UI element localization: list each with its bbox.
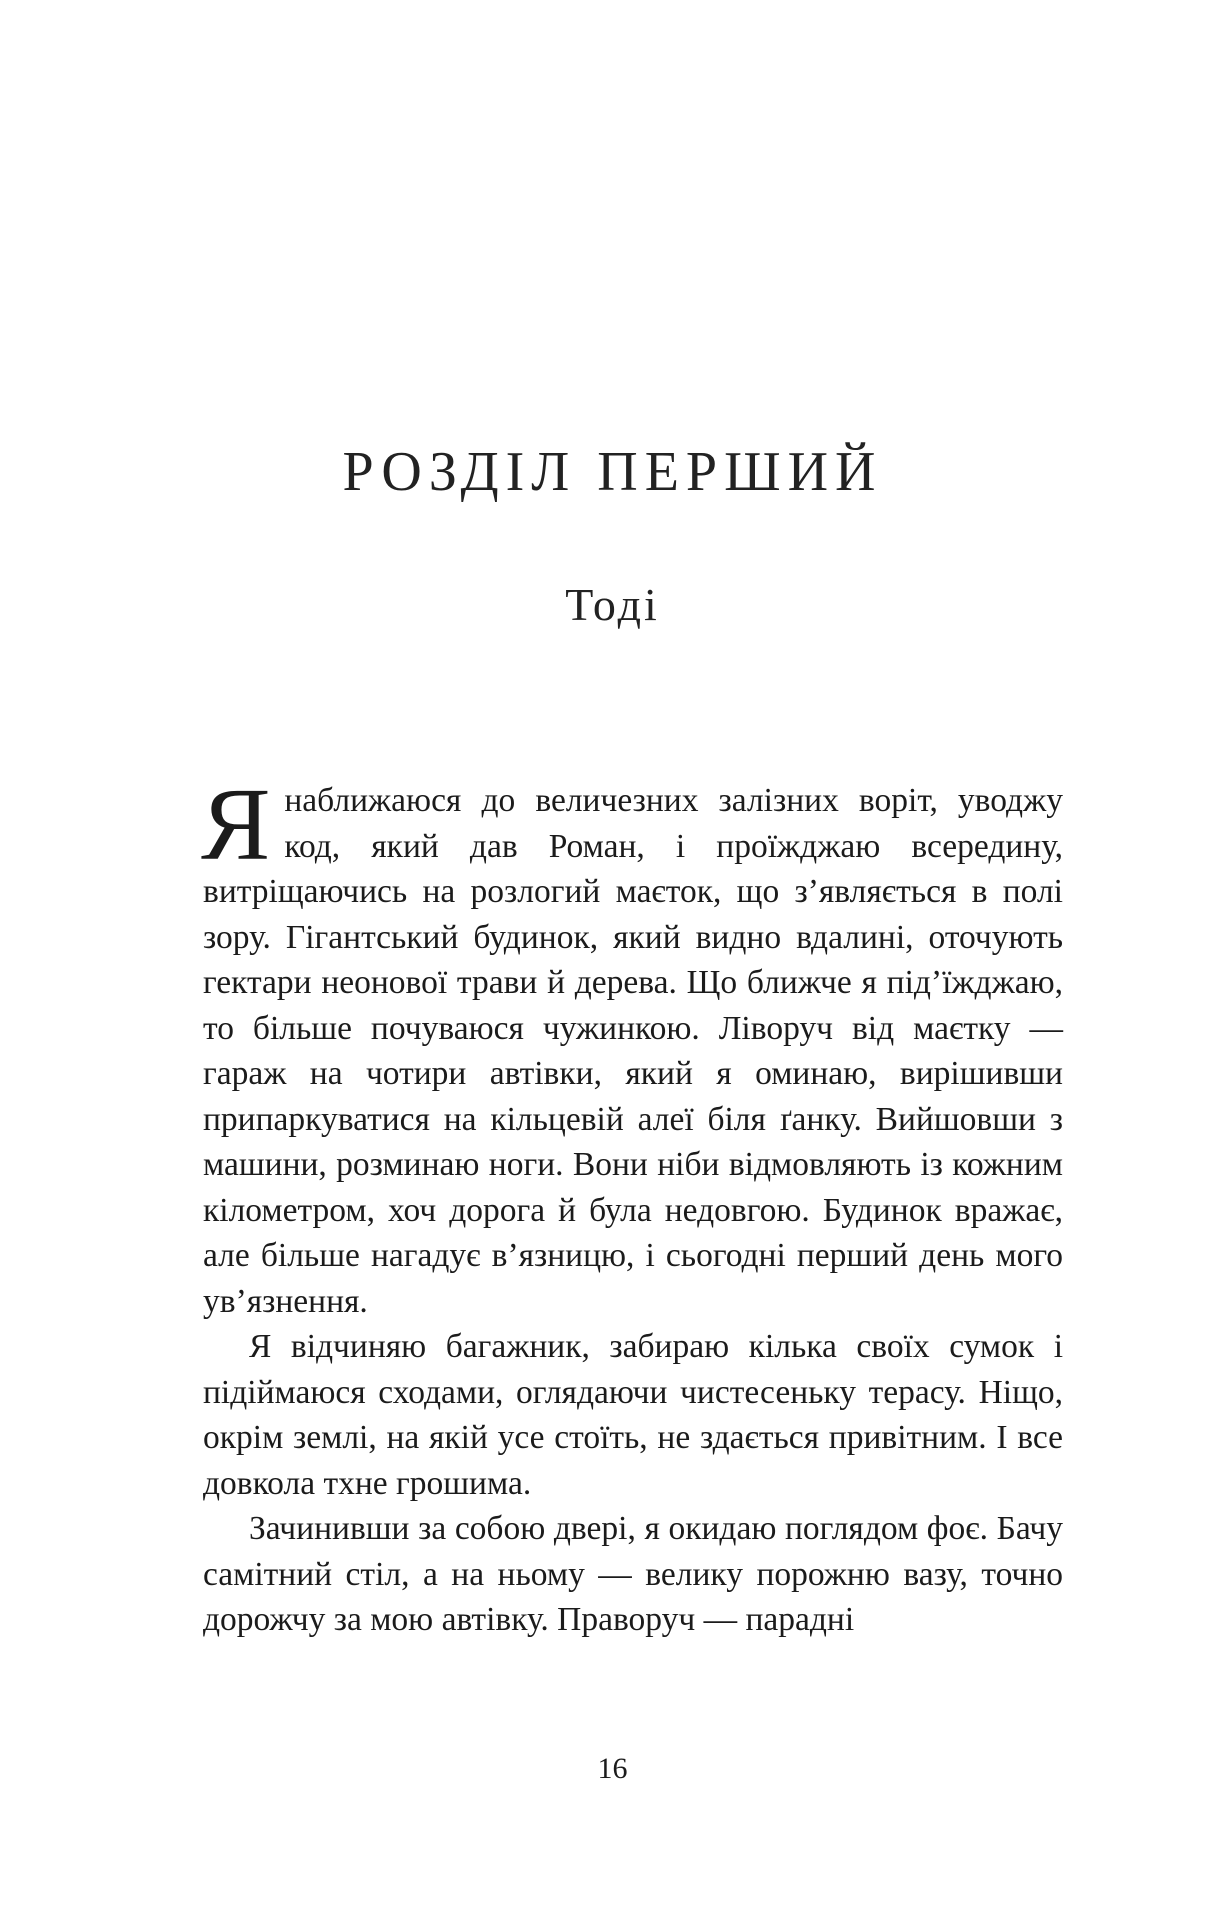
paragraph-1-text: наближаюся до величезних залізних воріт, уводжу код, який дав Роман, і проїжджаю всередину, витріщаючись на розлогий маєток, що з’являється в полі зору. Гігантський будинок, який видно вдалині, оточують гектари неонової трави й дерева. Що ближче я під’їжджаю, то більше почуваюся чужинкою. Ліворуч від маєтку — гараж на чотири автівки, який я оминаю, вирішивши припаркуватися на кільцевій алеї біля ґанку. Вийшовши з машини, розминаю ноги. Вони ніби відмовляють із кожним кілометром, хоч дорога й була недовгою. Будинок вражає, але більше нагадує в’язницю, і сьогодні перший день мого ув’язнення. [203,782,1063,1320]
paragraph-3: Зачинивши за собою двері, я окидаю поглядом фоє. Бачу самітний стіл, а на ньому — велику порожню вазу, точно дорожчу за мою автівку. Праворуч — парадні [203,1510,1063,1638]
paragraph-2: Я відчиняю багажник, забираю кілька своїх сумок і підіймаюся сходами, оглядаючи чистесеньку терасу. Ніщо, окрім землі, на якій усе стоїть, не здається привітним. І все довкола тхне грошима. [203,1328,1063,1502]
section-subtitle: Тоді [565,579,660,630]
page-number: 16 [597,1752,628,1785]
drop-cap: Я [201,767,271,882]
chapter-title: РОЗДІЛ ПЕРШИЙ [342,441,883,503]
paragraph-1 [201,767,1063,1324]
body-text [201,767,1063,1643]
